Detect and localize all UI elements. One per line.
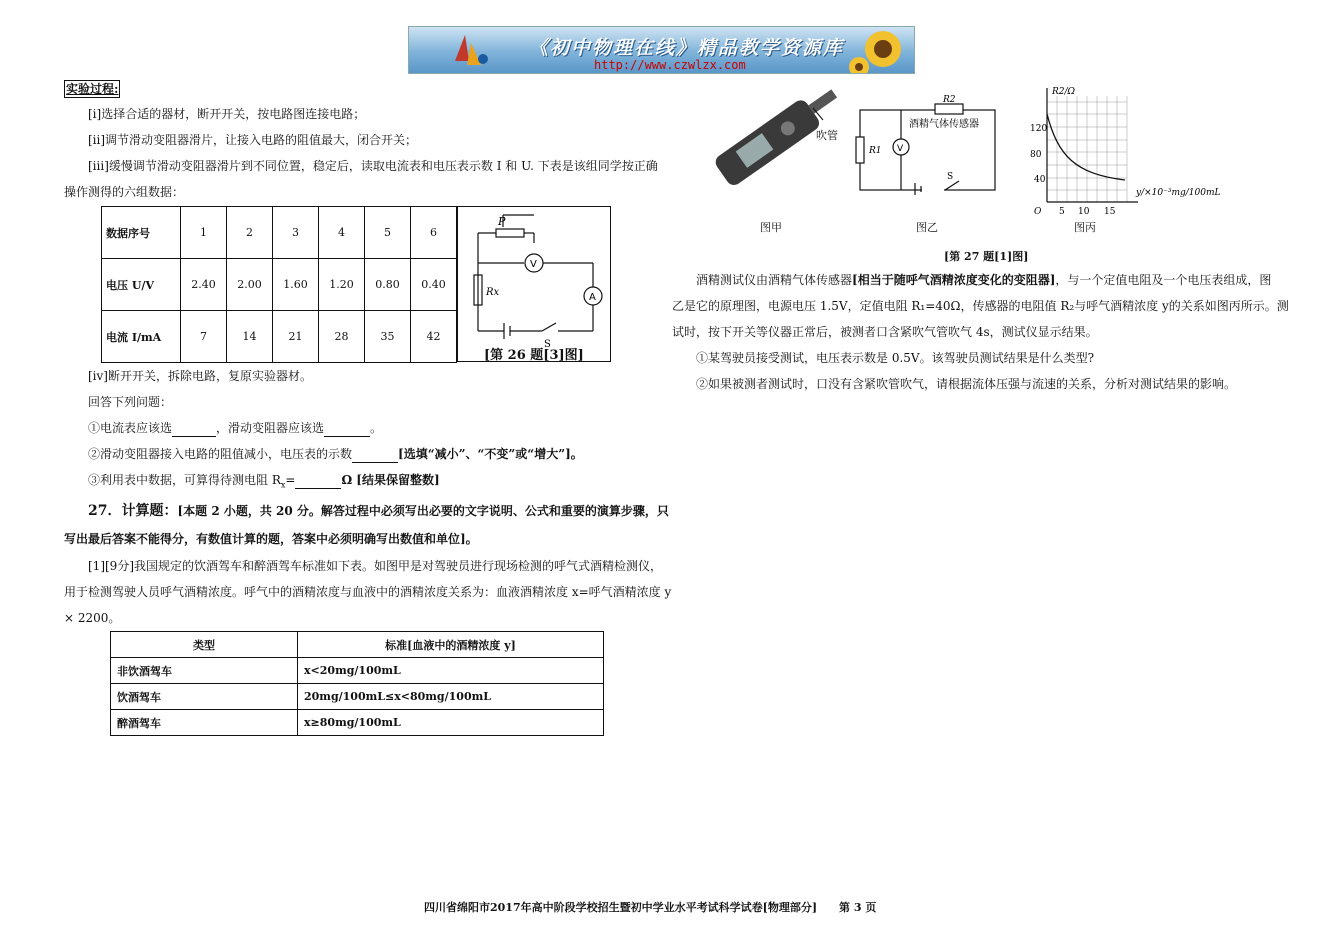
label-p: P (498, 215, 506, 228)
label-s2: S (947, 172, 954, 182)
table-cell: 7 (181, 311, 227, 363)
table-cell: 1.60 (273, 259, 319, 311)
q27-desc-2: 写出最后答案不能得分，有数值计算的题，答案中必须明确写出数值和单位]。 (64, 532, 478, 546)
q1-text-b: ，滑动变阻器应该选 (216, 421, 325, 435)
table-cell: 2.40 (181, 259, 227, 311)
sunflower-icon (849, 27, 915, 74)
logo-icon (447, 31, 497, 71)
header-banner (408, 26, 915, 74)
data-table-26 (101, 206, 457, 363)
caption-bing: 图丙 (1074, 221, 1096, 234)
step-3-line-2: 操作测得的六组数据： (64, 185, 185, 199)
answer-blank (352, 446, 398, 463)
table-cell: 21 (273, 311, 319, 363)
answer-prompt: 回答下列问题： (88, 395, 173, 409)
q1-text-c: 。 (370, 421, 383, 435)
answer-blank (172, 420, 216, 437)
question-27-1: ①某驾驶员接受测试，电压表示数是 0.5V。该驾驶员测试结果是什么类型? (696, 351, 1095, 365)
table-cell: 2.00 (227, 259, 273, 311)
section-heading: 实验过程: (66, 82, 119, 96)
label-v2: V (897, 144, 904, 154)
circuit-drawing (458, 207, 610, 361)
table-cell: 0.40 (411, 259, 457, 311)
table-cell: 28 (319, 311, 365, 363)
label-v: V (530, 259, 537, 270)
q3-text-c: Ω [结果保留整数] (341, 473, 440, 487)
q27-desc-1: [本题 2 小题，共 20 分。解答过程中必须写出必要的文字说明、公式和重要的演算步骤，只 (177, 504, 669, 518)
graph-x-tick: 5 (1059, 207, 1065, 217)
q3-text-b: = (285, 473, 296, 487)
banner-title: 《初中物理在线》精品教学资源库 (529, 37, 845, 59)
table-cell: 2 (227, 207, 273, 259)
page-number: 第 3 页 (839, 901, 877, 914)
label-chuiguan: 吹管 (816, 129, 838, 142)
row-label: 电流 I/mA (102, 311, 181, 363)
table-cell: 醉酒驾车 (111, 710, 298, 736)
caption-jia: 图甲 (760, 221, 782, 234)
label-s: S (544, 339, 551, 350)
table-cell: 4 (319, 207, 365, 259)
footer-text: 四川省绵阳市2017年高中阶段学校招生暨初中学业水平考试科学试卷[物理部分] (424, 901, 818, 914)
table-cell: 42 (411, 311, 457, 363)
graph-x-tick: 15 (1104, 207, 1116, 217)
breathalyzer-figure (695, 88, 855, 198)
table-cell: 6 (411, 207, 457, 259)
table-row (111, 684, 604, 710)
label-rx: Rx (486, 287, 500, 298)
table-row (102, 259, 457, 311)
para1-a: 酒精测试仪由酒精气体传感器 (696, 273, 853, 287)
table-cell: 14 (227, 311, 273, 363)
paragraph-line-3: 试时，按下开关等仪器正常后，被测者口含紧吹气管吹气 4s，测试仪显示结果。 (672, 325, 1098, 339)
figure-caption-27: [第 27 题[1]图] (944, 250, 1029, 263)
figure-caption-26: [第 26 题[3]图] (484, 348, 584, 363)
row-label: 数据序号 (102, 207, 181, 259)
table-cell: 1.20 (319, 259, 365, 311)
table-row (111, 658, 604, 684)
table-header-row (111, 632, 604, 658)
graph-y-label: R2/Ω (1052, 87, 1075, 97)
para1-b: [相当于随呼气酒精浓度变化的变阻器] (852, 273, 1056, 287)
table-cell: 非饮酒驾车 (111, 658, 298, 684)
table-cell: x<20mg/100mL (298, 658, 604, 684)
step-3-line-1: [iii]缓慢调节滑动变阻器滑片到不同位置，稳定后，读取电流表和电压表示数 I 和 U. 下表是该组同学按正确 (88, 159, 658, 173)
graph-x-tick: 10 (1078, 207, 1090, 217)
graph-y-tick: 120 (1030, 124, 1048, 134)
table-cell: 0.80 (365, 259, 411, 311)
resistance-concentration-graph (1030, 84, 1240, 218)
q3-text-a: ③利用表中数据，可算得待测电阻 R (88, 473, 281, 487)
answer-blank (324, 420, 370, 437)
step-2: [ii]调节滑动变阻器滑片，让接入电路的阻值最大，闭合开关； (88, 133, 418, 147)
paragraph-line-2: 乙是它的原理图，电源电压 1.5V，定值电阻 R₁=40Ω，传感器的电阻值 R₂与呼气酒精浓度 y的关系如图丙所示。测 (672, 299, 1289, 313)
problem-1-line-2: 用于检测驾驶人员呼气酒精浓度。呼气中的酒精浓度与血液中的酒精浓度关系为：血液酒精浓度 x=呼气酒精浓度 y (64, 585, 672, 599)
problem-1-line-3: × 2200。 (64, 611, 121, 625)
table-row (102, 311, 457, 363)
standard-table-27 (110, 631, 604, 736)
table-cell: 3 (273, 207, 319, 259)
problem-1-line-1: [1][9分]我国规定的饮酒驾车和醉酒驾车标准如下表。如图甲是对驾驶员进行现场检测的呼气式酒精检测仪， (88, 559, 663, 573)
label-sensor: 酒精气体传感器 (909, 119, 979, 130)
question-3 (88, 472, 440, 493)
q2-text-a: ②滑动变阻器接入电路的阻值减小，电压表的示数 (88, 447, 353, 461)
row-label: 电压 U/V (102, 259, 181, 311)
table-header-cell: 类型 (111, 632, 298, 658)
banner-url: http://www.czwlzx.com (594, 58, 746, 72)
table-cell: 1 (181, 207, 227, 259)
q27-head: 27．计算题： (88, 503, 178, 519)
circuit-diagram-27 (855, 95, 1001, 195)
label-r1: R1 (869, 146, 882, 156)
question-27-title (88, 503, 669, 519)
question-27-2: ②如果被测者测试时，口没有含紧吹管吹气，请根据流体压强与流速的关系，分析对测试结果的影响。 (696, 377, 1237, 391)
footer (424, 900, 876, 916)
graph-x-label: y/×10⁻³mg/100mL (1136, 188, 1221, 198)
para1-c: ，与一个定值电阻及一个电压表组成，图 (1055, 273, 1272, 287)
step-4: [iv]断开开关，拆除电路，复原实验器材。 (88, 369, 312, 383)
circuit-diagram-26 (457, 206, 611, 362)
label-a: A (589, 292, 596, 303)
table-row (102, 207, 457, 259)
table-cell: 5 (365, 207, 411, 259)
table-cell: 20mg/100mL≤x<80mg/100mL (298, 684, 604, 710)
paragraph-line-1 (696, 272, 1271, 288)
table-cell: x≥80mg/100mL (298, 710, 604, 736)
caption-yi: 图乙 (916, 221, 938, 234)
question-1 (88, 420, 382, 437)
table-cell: 35 (365, 311, 411, 363)
table-cell: 饮酒驾车 (111, 684, 298, 710)
step-1: [i]选择合适的器材，断开开关，按电路图连接电路； (88, 107, 366, 121)
table-row (111, 710, 604, 736)
q1-text-a: ①电流表应该选 (88, 421, 173, 435)
table-header-cell: 标准[血液中的酒精浓度 y] (298, 632, 604, 658)
q2-text-b: [选填“减小”、“不变”或“增大”]。 (398, 447, 583, 461)
q3-sub: x (280, 480, 286, 490)
graph-y-tick: 40 (1034, 175, 1046, 185)
label-r2: R2 (943, 95, 956, 105)
question-2 (88, 446, 583, 463)
graph-y-tick: 80 (1030, 150, 1042, 160)
graph-x-tick: O (1034, 207, 1042, 217)
answer-blank (295, 472, 341, 489)
